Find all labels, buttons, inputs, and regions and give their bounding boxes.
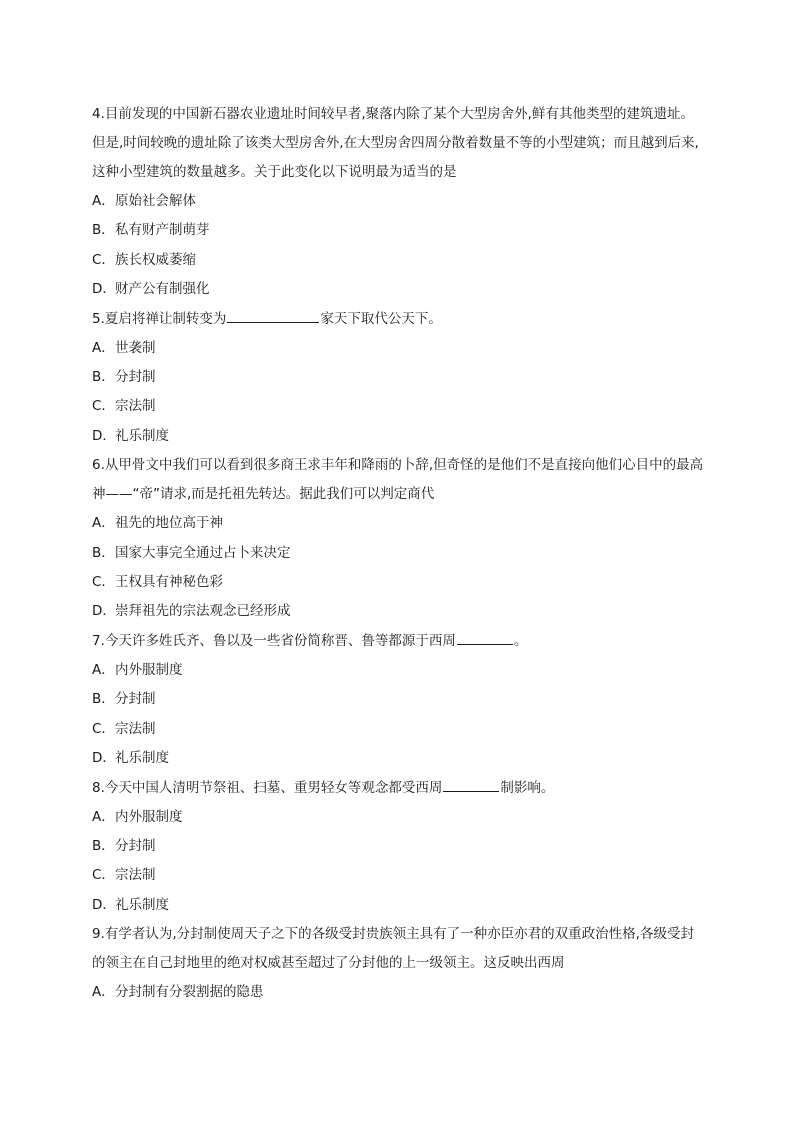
option-c <box>92 568 704 597</box>
option-text: 内外服制度 <box>115 808 183 825</box>
option-text: 国家大事完全通过占卜来决定 <box>115 544 291 561</box>
option-text: 私有财产制萌芽 <box>115 222 210 239</box>
stem-after-blank: 。 <box>513 632 528 649</box>
question-stem: 9.有学者认为,分封制使周天子之下的各级受封贵族领主具有了一种亦臣亦君的双重政治性格,各级受封的领主在自己封地里的绝对权威甚至超过了分封他的上一级领主。这反映出西周 <box>92 926 694 972</box>
option-a <box>92 334 704 363</box>
option-letter: A． <box>92 984 115 1001</box>
option-text: 分封制 <box>115 837 156 854</box>
question-stem <box>92 627 704 656</box>
option-d <box>92 891 704 920</box>
option-text: 宗法制 <box>115 867 156 884</box>
option-text: 族长权威萎缩 <box>115 251 196 268</box>
option-letter: A． <box>92 193 115 209</box>
option-text: 世袭制 <box>115 339 156 356</box>
option-letter: D． <box>92 281 116 298</box>
option-letter: C． <box>92 251 115 268</box>
option-text: 分封制 <box>115 691 156 708</box>
option-c <box>92 861 704 890</box>
option-letter: D． <box>92 750 116 767</box>
option-text: 分封制有分裂割据的隐患 <box>115 984 264 1001</box>
option-a <box>92 803 704 832</box>
option-letter: B． <box>92 369 115 386</box>
option-b <box>92 216 704 245</box>
option-b <box>92 363 704 392</box>
option-letter: B． <box>92 837 115 854</box>
option-text: 宗法制 <box>115 398 156 415</box>
question-8 <box>92 774 704 921</box>
fill-in-blank <box>443 776 499 792</box>
option-letter: B． <box>92 222 115 239</box>
option-letter: A． <box>92 339 115 356</box>
option-text: 内外服制度 <box>115 661 183 678</box>
stem-before-blank: 8.今天中国人清明节祭祖、扫墓、重男轻女等观念都受西周 <box>92 779 443 796</box>
question-5 <box>92 305 704 452</box>
option-d <box>92 275 704 304</box>
question-stem: 6.从甲骨文中我们可以看到很多商王求丰年和降雨的卜辞,但奇怪的是他们不是直接向他们心目中的最高神——“帝”请求,而是托祖先转达。据此我们可以判定商代 <box>92 457 704 503</box>
question-stem <box>92 305 704 334</box>
option-text: 分封制 <box>115 369 156 386</box>
option-a <box>92 509 704 538</box>
option-c <box>92 715 704 744</box>
option-a <box>92 187 704 216</box>
option-letter: C． <box>92 867 115 884</box>
question-9 <box>92 920 704 1007</box>
question-stem <box>92 774 704 803</box>
option-letter: B． <box>92 691 115 708</box>
option-text: 祖先的地位高于神 <box>115 515 223 532</box>
option-text: 财产公有制强化 <box>115 281 210 298</box>
option-text: 礼乐制度 <box>115 427 169 444</box>
stem-after-blank: 家天下取代公天下。 <box>320 310 442 327</box>
option-d <box>92 597 704 626</box>
option-c <box>92 392 704 421</box>
question-list <box>92 100 704 1008</box>
option-text: 礼乐制度 <box>115 750 169 767</box>
stem-before-blank: 5.夏启将禅让制转变为 <box>92 310 227 327</box>
fill-in-blank <box>457 629 513 645</box>
option-letter: C． <box>92 574 115 591</box>
option-d <box>92 744 704 773</box>
option-text: 原始社会解体 <box>115 193 196 209</box>
stem-before-blank: 7.今天许多姓氏齐、鲁以及一些省份简称晋、鲁等都源于西周 <box>92 632 456 649</box>
option-b <box>92 539 704 568</box>
option-letter: A． <box>92 808 115 825</box>
option-a <box>92 978 704 1007</box>
option-letter: D． <box>92 896 116 913</box>
stem-after-blank: 制影响。 <box>500 779 555 796</box>
option-text: 礼乐制度 <box>115 896 169 913</box>
option-letter: A． <box>92 661 115 678</box>
option-c <box>92 246 704 275</box>
question-7 <box>92 627 704 774</box>
option-text: 王权具有神秘色彩 <box>115 574 223 591</box>
fill-in-blank <box>227 307 319 323</box>
option-a <box>92 656 704 685</box>
option-letter: D． <box>92 603 116 620</box>
option-d <box>92 422 704 451</box>
option-letter: D． <box>92 427 116 444</box>
option-letter: B． <box>92 544 115 561</box>
option-b <box>92 832 704 861</box>
option-letter: C． <box>92 720 115 737</box>
question-6 <box>92 451 704 627</box>
option-text: 宗法制 <box>115 720 156 737</box>
option-letter: A． <box>92 515 115 532</box>
question-4 <box>92 100 704 305</box>
option-b <box>92 685 704 714</box>
question-stem: 4.目前发现的中国新石器农业遗址时间较早者,聚落内除了某个大型房舍外,鲜有其他类型的建筑遗址。但是,时间较晚的遗址除了该类大型房舍外,在大型房舍四周分散着数量不等的小型建筑；而且越到后来,这种小型建筑的数量越多。关于此变化以下说明最为适当的是 <box>92 106 699 180</box>
option-letter: C． <box>92 398 115 415</box>
option-text: 崇拜祖先的宗法观念已经形成 <box>115 603 291 620</box>
